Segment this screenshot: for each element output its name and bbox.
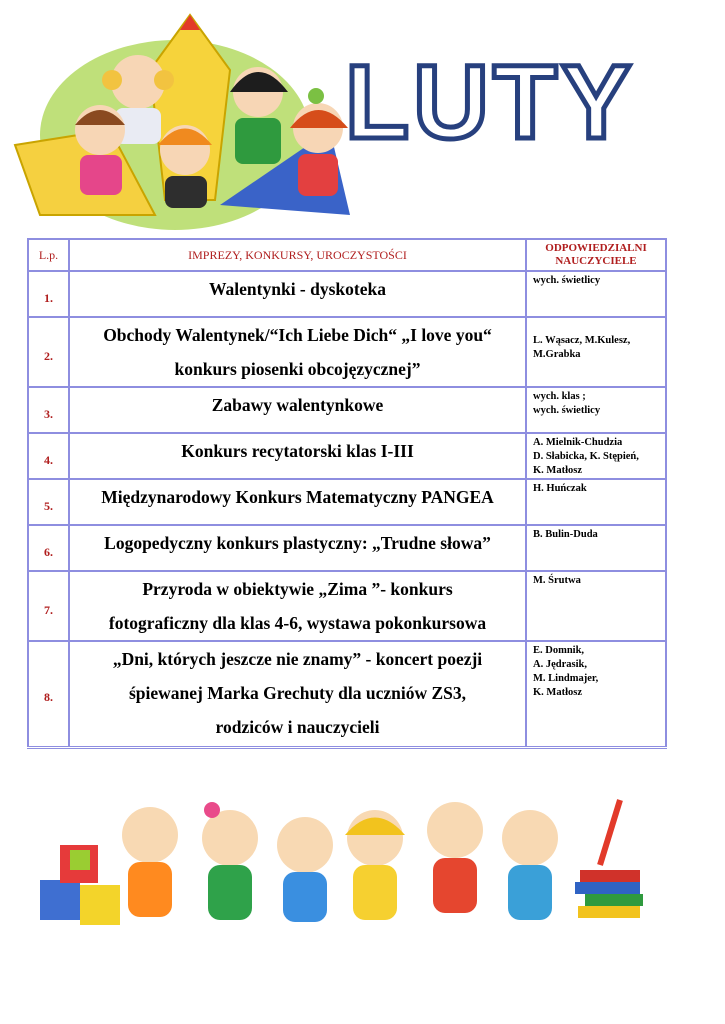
responsible-text: B. Bulin-Duda — [533, 529, 598, 540]
responsible-cell — [526, 317, 666, 387]
event-cell — [69, 525, 526, 571]
row-number — [28, 317, 69, 387]
responsible-text: wych. świetlicy — [533, 275, 601, 286]
table-row — [28, 525, 666, 571]
events-table — [27, 238, 667, 749]
footer-illustration — [0, 790, 725, 940]
row-number-text: 4. — [44, 452, 53, 467]
row-number — [28, 571, 69, 641]
header-responsible-line1: ODPOWIEDZIALNI — [545, 242, 647, 254]
responsible-cell — [526, 387, 666, 433]
row-number-text: 8. — [44, 690, 53, 705]
responsible-cell — [526, 525, 666, 571]
responsible-text: H. Huńczak — [533, 483, 587, 494]
row-number-text: 3. — [44, 406, 53, 421]
table-row — [28, 641, 666, 747]
responsible-text: K. Matłosz — [533, 687, 582, 698]
event-cell — [69, 433, 526, 479]
responsible-text: A. Jędrasik, — [533, 659, 587, 670]
event-cell — [69, 479, 526, 525]
event-text: Przyroda w obiektywie „Zima ”- konkurs — [142, 579, 453, 599]
responsible-text: L. Wąsacz, M.Kulesz, — [533, 335, 631, 346]
event-cell — [69, 271, 526, 317]
responsible-cell — [526, 271, 666, 317]
responsible-text: wych. świetlicy — [533, 405, 601, 416]
event-cell — [69, 317, 526, 387]
row-number-text: 7. — [44, 602, 53, 617]
books-and-pencil — [575, 800, 643, 918]
responsible-cell — [526, 571, 666, 641]
event-text: śpiewanej Marka Grechuty dla uczniów ZS3, — [128, 683, 467, 703]
row-number — [28, 387, 69, 433]
table-row — [28, 479, 666, 525]
responsible-text: D. Słabicka, K. Stępień, — [533, 451, 639, 462]
responsible-text: A. Mielnik-Chudzia — [533, 437, 623, 448]
responsible-text — [533, 320, 665, 334]
event-text: Walentynki - dyskoteka — [209, 279, 386, 299]
header-responsible-line2: NAUCZYCIELE — [555, 255, 637, 267]
toy-blocks — [40, 845, 120, 925]
responsible-text: M. Śrutwa — [533, 575, 581, 586]
row-number — [28, 433, 69, 479]
event-text: Logopedyczny konkurs plastyczny: „Trudne słowa” — [104, 533, 491, 553]
row-number-text: 6. — [44, 544, 53, 559]
header-responsible — [526, 239, 666, 271]
row-number — [28, 525, 69, 571]
kid-4 — [345, 810, 405, 920]
table-header-row — [28, 239, 666, 271]
kid-6 — [502, 810, 558, 920]
row-number-text: 2. — [44, 348, 53, 363]
row-number — [28, 641, 69, 747]
event-text: „Dni, których jeszcze nie znamy” - koncert poezji — [112, 649, 483, 669]
row-number-text: 1. — [44, 290, 53, 305]
kid-5 — [427, 802, 483, 913]
event-cell — [69, 387, 526, 433]
kid-1 — [122, 807, 178, 917]
responsible-text: M. Lindmajer, — [533, 673, 599, 684]
table-row — [28, 317, 666, 387]
row-number — [28, 271, 69, 317]
event-text: fotograficzny dla klas 4-6, wystawa pokonkursowa — [108, 613, 487, 633]
event-cell — [69, 571, 526, 641]
header-events: IMPREZY, KONKURSY, UROCZYSTOŚCI — [69, 239, 526, 271]
responsible-cell — [526, 433, 666, 479]
row-number-text: 5. — [44, 498, 53, 513]
event-cell — [69, 641, 526, 747]
kid-2 — [202, 802, 258, 920]
event-text: konkurs piosenki obcojęzycznej” — [174, 359, 421, 379]
responsible-text: E. Domnik, — [533, 645, 585, 656]
table-row — [28, 387, 666, 433]
responsible-text: M.Grabka — [533, 349, 581, 360]
kid-3-glasses — [277, 817, 333, 922]
responsible-text: K. Matłosz — [533, 465, 582, 476]
page-title: LUTY — [345, 44, 636, 161]
header-lp: L.p. — [28, 239, 69, 271]
table-row — [28, 271, 666, 317]
event-text: Obchody Walentynek/“Ich Liebe Dich“ „I love you“ — [103, 325, 492, 345]
row-number — [28, 479, 69, 525]
event-text: Konkurs recytatorski klas I-III — [181, 441, 414, 461]
responsible-text: wych. klas ; — [533, 391, 586, 402]
table-row — [28, 571, 666, 641]
event-text: rodziców i nauczycieli — [215, 717, 380, 737]
header-illustration — [0, 0, 725, 230]
responsible-cell — [526, 641, 666, 747]
event-text: Zabawy walentynkowe — [211, 395, 384, 415]
responsible-cell — [526, 479, 666, 525]
event-text: Międzynarodowy Konkurs Matematyczny PANGEA — [101, 487, 494, 507]
table-row — [28, 433, 666, 479]
